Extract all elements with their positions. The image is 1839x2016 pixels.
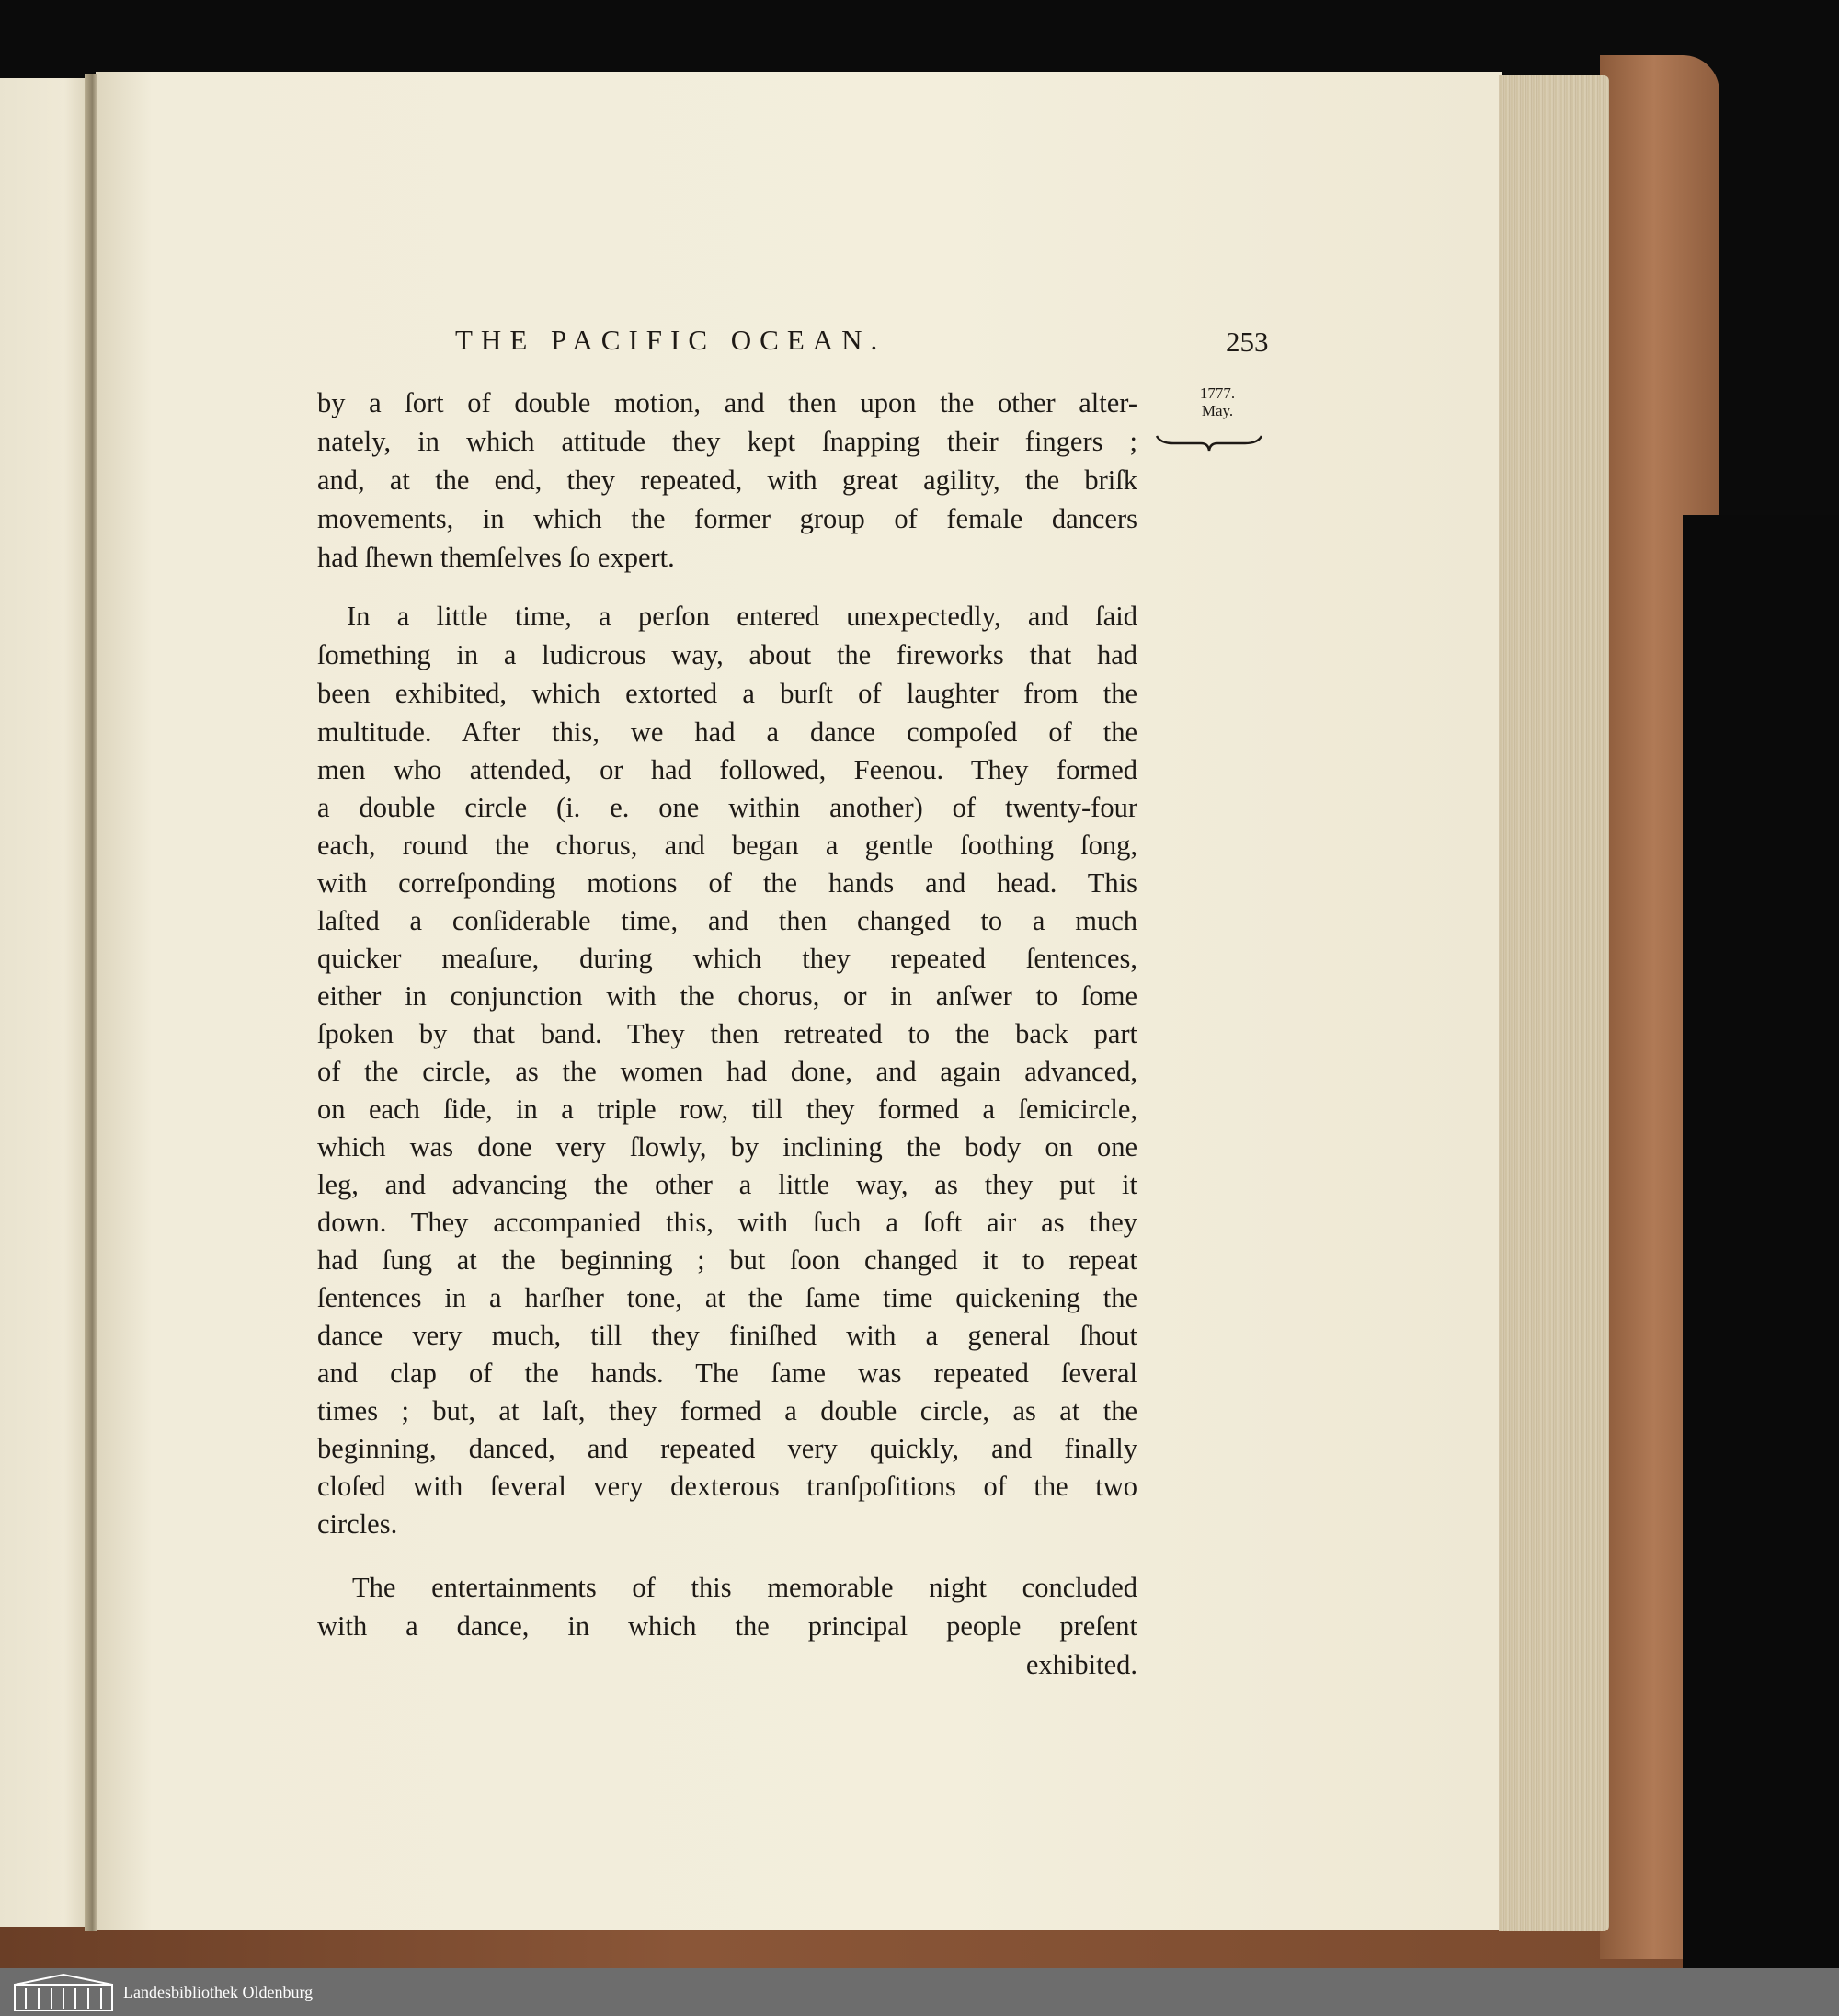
library-building-logo-icon: [13, 1972, 114, 2012]
text-line: cloſed with ſeveral very dexterous tranſpoſitions of the two: [317, 1471, 1137, 1502]
text-line: men who attended, or had followed, Feenou. They formed: [317, 754, 1137, 785]
text-line: movements, in which the former group of female dancers: [317, 503, 1137, 534]
text-line: a double circle (i. e. one within another) of twenty-four: [317, 792, 1137, 823]
text-line: been exhibited, which extorted a burſt of laughter from the: [317, 678, 1137, 709]
library-name: Landesbibliothek Oldenburg: [123, 1982, 314, 2001]
text-line: multitude. After this, we had a dance compoſed of the: [317, 716, 1137, 748]
text-line: ſomething in a ludicrous way, about the fireworks that had: [317, 639, 1137, 670]
page-block-edges: [1499, 75, 1609, 1931]
text-line: circles.: [317, 1508, 398, 1540]
text-line: ſpoken by that band. They then retreated to the back part: [317, 1018, 1137, 1049]
text-line: down. They accompanied this, with ſuch a ſoft air as they: [317, 1207, 1137, 1238]
text-line: dance very much, till they finiſhed with a general ſhout: [317, 1320, 1137, 1351]
text-line: ſentences in a harſher tone, at the ſame time quickening the: [317, 1282, 1137, 1313]
catchword: exhibited.: [1025, 1649, 1137, 1680]
text-line: which was done very ſlowly, by inclining the body on one: [317, 1131, 1137, 1163]
text-line: on each ſide, in a triple row, till they formed a ſemicircle,: [317, 1094, 1137, 1125]
margin-note: [1180, 384, 1255, 419]
margin-note-year: 1777.: [1199, 384, 1236, 402]
text-line: quicker meaſure, during which they repeated ſentences,: [317, 943, 1137, 974]
text-line: and, at the end, they repeated, with great agility, the briſk: [317, 464, 1137, 496]
text-line: had ſung at the beginning ; but ſoon changed it to repeat: [317, 1244, 1137, 1276]
text-line: nately, in which attitude they kept ſnapping their fingers ;: [317, 426, 1137, 457]
text-line: The entertainments of this memorable night concluded: [352, 1572, 1137, 1603]
text-line: had ſhewn themſelves ſo expert.: [317, 542, 675, 573]
text-line: by a ſort of double motion, and then upon the other alter-: [317, 387, 1137, 418]
text-line: In a little time, a perſon entered unexpectedly, and ſaid: [347, 601, 1137, 632]
text-line: each, round the chorus, and began a gentle ſoothing ſong,: [317, 830, 1137, 861]
left-page-edge: [0, 78, 92, 1927]
text-line: with correſponding motions of the hands and head. This: [317, 867, 1137, 899]
brace-icon: [1155, 432, 1263, 452]
text-line: times ; but, at laſt, they formed a double circle, as at the: [317, 1395, 1137, 1426]
text-line: with a dance, in which the principal people preſent: [317, 1610, 1137, 1642]
footer-bar: [0, 1968, 1839, 2016]
text-line: and clap of the hands. The ſame was repeated ſeveral: [317, 1357, 1137, 1389]
text-line: beginning, danced, and repeated very quickly, and finally: [317, 1433, 1137, 1464]
text-line: either in conjunction with the chorus, or in anſwer to ſome: [317, 980, 1137, 1012]
text-line: leg, and advancing the other a little way, as they put it: [317, 1169, 1137, 1200]
running-head: THE PACIFIC OCEAN.: [455, 324, 886, 356]
text-line: laſted a conſiderable time, and then changed to a much: [317, 905, 1137, 936]
text-line: of the circle, as the women had done, and again advanced,: [317, 1056, 1137, 1087]
margin-note-month: May.: [1201, 402, 1234, 419]
page-number: 253: [1226, 326, 1269, 358]
book-gutter: [85, 74, 97, 1931]
background: [1683, 515, 1839, 1987]
